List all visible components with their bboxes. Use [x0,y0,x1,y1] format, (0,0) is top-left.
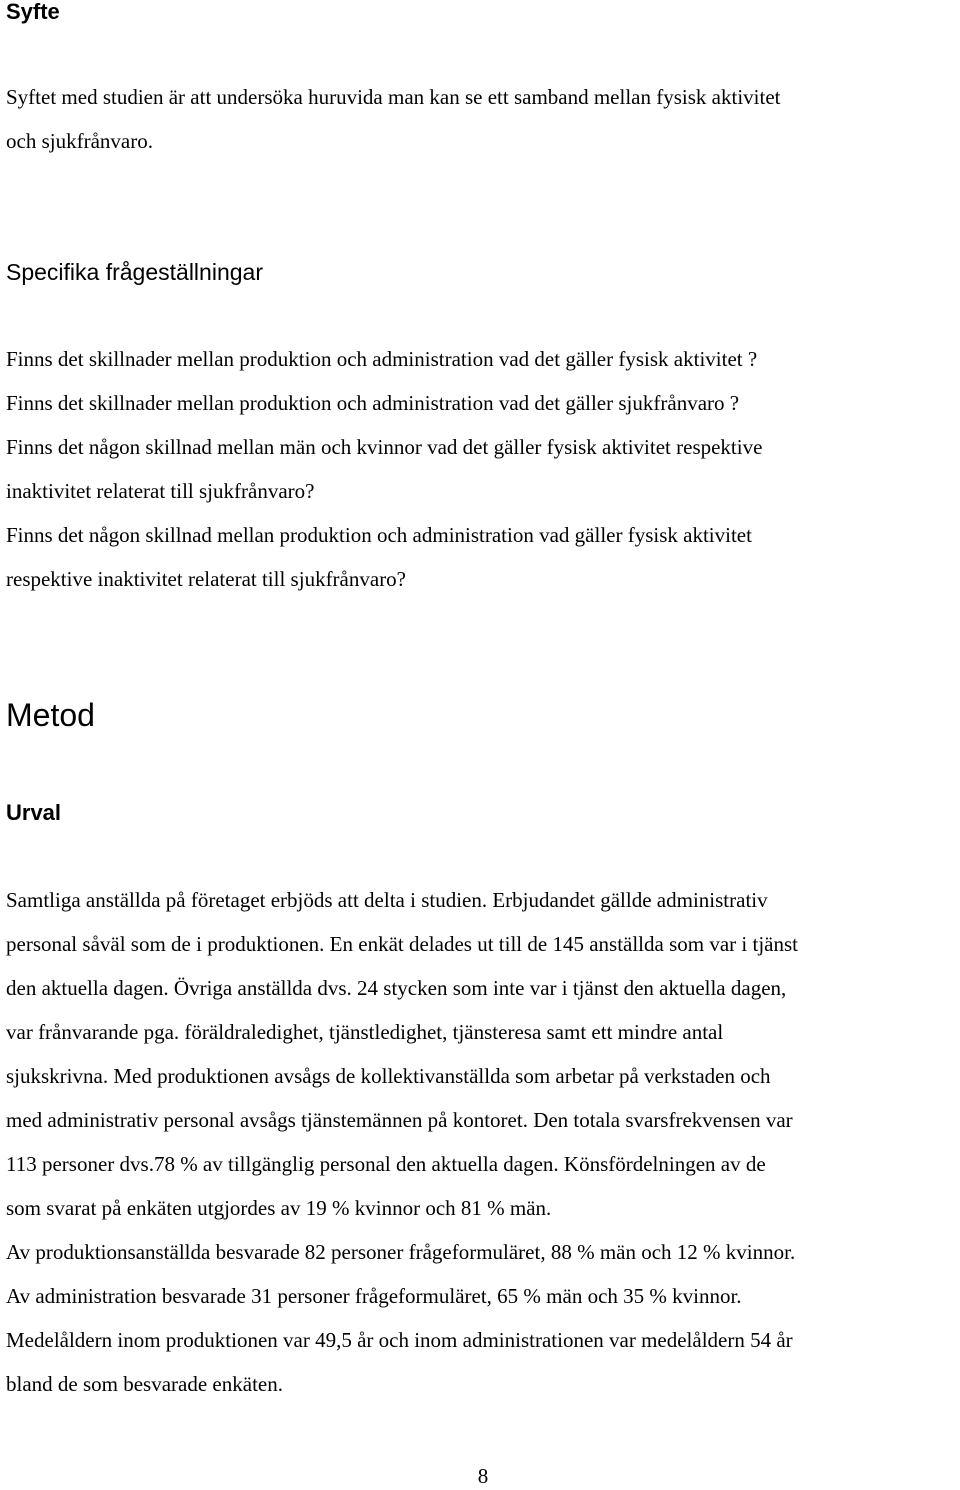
question-line: Finns det skillnader mellan produktion och administration vad det gäller fysisk aktivitet ? [6,347,758,371]
urval-line: som svarat på enkäten utgjordes av 19 % kvinnor och 81 % män. [6,1196,552,1220]
page-number: 8 [477,1464,489,1488]
urval-line: den aktuella dagen. Övriga anställda dvs. 24 stycken som inte var i tjänst den aktuella dagen, [6,976,787,1000]
question-line: inaktivitet relaterat till sjukfrånvaro? [6,479,315,503]
urval-line: personal såväl som de i produktionen. En enkät delades ut till de 145 anställda som var i tjänst [6,932,798,956]
question-line: Finns det någon skillnad mellan män och kvinnor vad det gäller fysisk aktivitet respektive [6,435,763,459]
urval-line: Av administration besvarade 31 personer frågeformuläret, 65 % män och 35 % kvinnor. [6,1284,742,1308]
urval-line: sjukskrivna. Med produktionen avsågs de kollektivanställda som arbetar på verkstaden och [6,1064,771,1088]
syfte-line: Syftet med studien är att undersöka huruvida man kan se ett samband mellan fysisk aktivitet [6,85,781,109]
fragestallningar-list [6,337,762,601]
urval-line: Samtliga anställda på företaget erbjöds att delta i studien. Erbjudandet gällde administrativ [6,888,768,912]
urval-line: Av produktionsanställda besvarade 82 personer frågeformuläret, 88 % män och 12 % kvinnor. [6,1240,796,1264]
section-heading-urval: Urval [6,800,62,825]
question-line: respektive inaktivitet relaterat till sjukfrånvaro? [6,567,407,591]
urval-paragraph [6,878,798,1406]
question-line: Finns det någon skillnad mellan produktion och administration vad gäller fysisk aktivitet [6,523,752,547]
urval-line: bland de som besvarade enkäten. [6,1372,283,1396]
urval-line: Medelåldern inom produktionen var 49,5 år och inom administrationen var medelåldern 54 år [6,1328,793,1352]
section-heading-metod: Metod [6,697,95,733]
urval-line: med administrativ personal avsågs tjänstemännen på kontoret. Den totala svarsfrekvensen var [6,1108,793,1132]
section-heading-fragestallningar: Specifika frågeställningar [6,259,263,285]
section-heading-syfte: Syfte [6,0,60,24]
syfte-line: och sjukfrånvaro. [6,129,153,153]
syfte-paragraph [6,75,780,163]
urval-line: var frånvarande pga. föräldraledighet, tjänstledighet, tjänsteresa samt ett mindre antal [6,1020,724,1044]
question-line: Finns det skillnader mellan produktion och administration vad det gäller sjukfrånvaro ? [6,391,740,415]
urval-line: 113 personer dvs.78 % av tillgänglig personal den aktuella dagen. Könsfördelningen av de [6,1152,766,1176]
